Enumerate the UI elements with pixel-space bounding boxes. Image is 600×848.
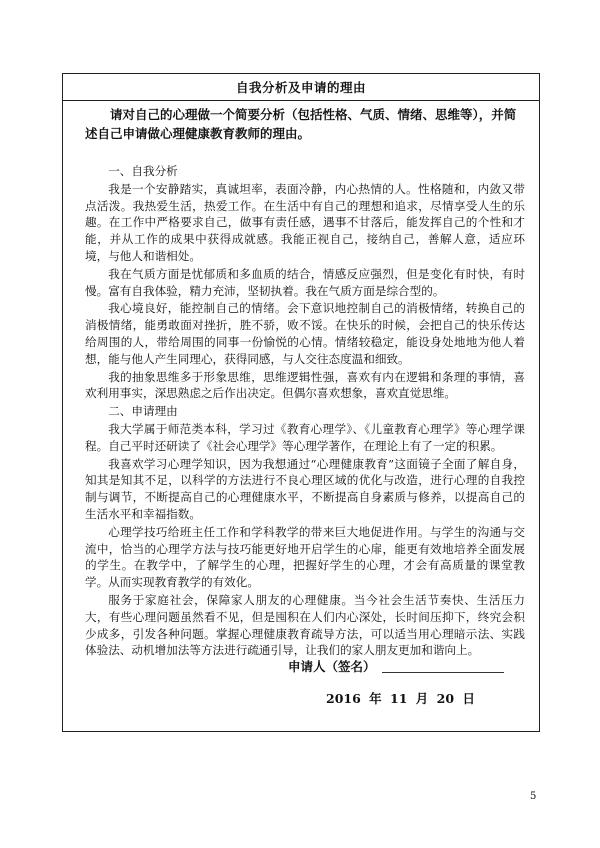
date-day-unit: 日 (462, 691, 475, 706)
signature-label: 申请人（签名） (288, 659, 376, 674)
self-analysis-heading: 一、自我分析 (108, 164, 178, 178)
form-title: 自我分析及申请的理由 (63, 74, 539, 101)
paragraph: 我的抽象思维多于形象思维，思维逻辑性强，喜欢有内在逻辑和条理的事情，喜欢利用事实，深思熟虑之后作出决定。但偶尔喜欢想象，喜欢直觉思维。 (85, 369, 525, 401)
paragraph: 我在气质方面是忧郁质和多血质的结合，情感反应强烈，但是变化有时快，有时慢。富有自我体验，精力充沛，坚韧执着。我在气质方面是综合型的。 (85, 266, 525, 298)
paragraph: 我大学属于师范类本科，学习过《教育心理学》、《儿童教育心理学》等心理学课程。自己平时还研读了《社会心理学》等心理学著作，在理论上有了一定的积累。 (85, 421, 525, 453)
paragraph: 心理学技巧给班主任工作和学科教学的带来巨大地促进作用。与学生的沟通与交流中，恰当的心理学方法与技巧能更好地开启学生的心扉，能更有效地培养全面发展的学生。在教学中，了解学生的心理，把握好学生的心理，才会有高质量的课堂教学。从而实现教育教学的有效化。 (85, 524, 525, 590)
date-year: 2016 (326, 691, 361, 706)
date-day: 20 (436, 691, 455, 706)
application-date (326, 689, 479, 707)
reasons-heading: 二、申请理由 (108, 404, 178, 419)
paragraph: 我喜欢学习心理学知识，因为我想通过“心理健康教育”这面镜子全面了解自身，知其是知其不足，以科学的方法进行不良心理区域的优化与改造，进行心理的自我控制与调节，不断提高自己的心理健康水平，不断提高自身素质与修养，以提高自己的生活水平和幸福指数。 (85, 456, 525, 521)
paragraph: 服务于家庭社会，保障家人朋友的心理健康。当今社会生活节奏快、生活压力大，有些心理问题虽然看不见，但是囤积在人们内心深处，长时间压抑下，终究会积少成多，引发各种问题。掌握心理健康教育疏导方法，可以适当用心理暗示法、实践体验法、动机增加法等方法进行疏通引导，让我们的家人朋友更加和谐向上。 (85, 592, 525, 658)
signature-blank (382, 672, 504, 673)
form-content (85, 105, 525, 660)
paragraph: 我是一个安静踏实，真诚坦率，表面冷静，内心热情的人。性格随和，内敛又带点活泼。我热爱生活，热爱工作。在生活中有自己的理想和追求，尽情享受人生的乐趣。在工作中严格要求自己，做事有责任感，遇事不甘落后，能发挥自己的个性和才能，并从工作的成果中获得成就感。我能正视自己，接纳自己，善解人意，适应环境，与他人和谐相处。 (85, 181, 525, 263)
page-number: 5 (530, 791, 537, 802)
date-year-unit: 年 (369, 691, 382, 706)
form-instruction: 请对自己的心理做一个简要分析（包括性格、气质、情绪、思维等），并简述自己申请做心理健康教育教师的理由。 (85, 107, 517, 141)
answer-text (85, 163, 525, 659)
date-month: 11 (390, 691, 408, 706)
date-month-unit: 月 (415, 691, 429, 706)
application-form-table (62, 73, 540, 732)
signature-line (288, 657, 504, 675)
paragraph: 我心境良好，能控制自己的情绪。会下意识地控制自己的消极情绪，转换自己的消极情绪，能勇敢面对挫折，胜不骄，败不馁。在快乐的时候，会把自己的快乐传达给周围的人，带给周围的同事一份愉悦的心情。情绪较稳定，能设身处地地为他人着想，能与他人产生同理心，获得同感，与人交往态度温和细致。 (85, 301, 525, 366)
